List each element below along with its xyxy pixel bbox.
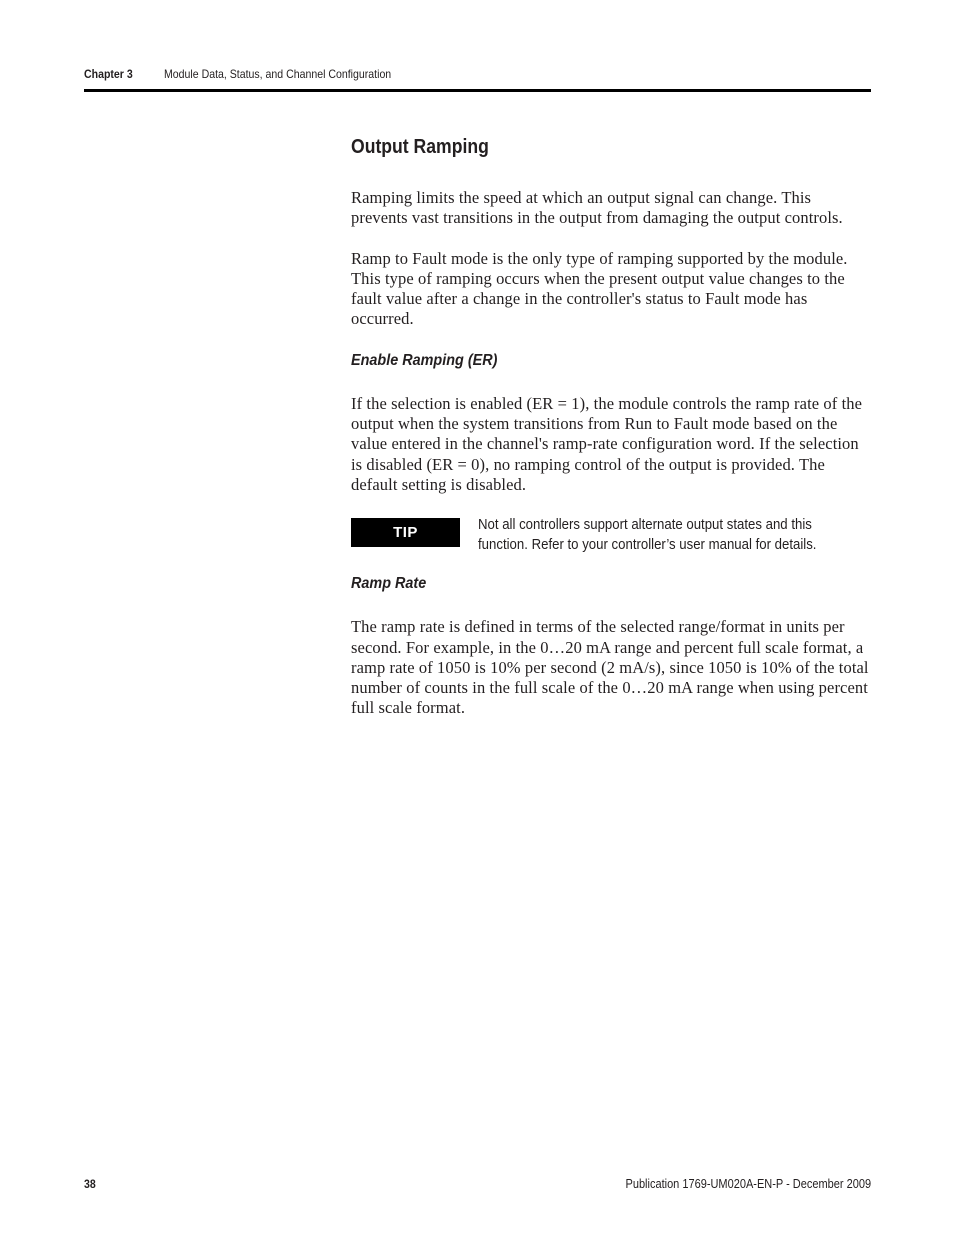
publication-info: Publication 1769-UM020A-EN-P - December 2009 [625,1177,871,1191]
tip-badge: TIP [351,518,460,547]
page-number: 38 [84,1177,96,1191]
intro-paragraph: Ramping limits the speed at which an output signal can change. This prevents vast transitions in the output from damaging the output controls. [351,188,843,228]
section-title: Output Ramping [351,136,489,158]
enable-ramping-paragraph: If the selection is enabled (ER = 1), the module controls the ramp rate of the output when the system transitions from Run to Fault mode based on the value entered in the channel's ramp-rate configuration word. If the selection is disabled (ER = 0), no ramping control of the output is provided. The default setting is disabled. [351,393,863,494]
enable-ramping-heading: Enable Ramping (ER) [351,351,498,369]
chapter-label: Chapter 3 [84,67,133,81]
ramp-to-fault-paragraph: Ramp to Fault mode is the only type of ramping supported by the module. This type of ramping occurs when the present output value changes to the fault value after a change in the controller's status to Fault mode has occurred. [351,248,848,329]
page-header [84,66,871,84]
tip-box [351,515,871,561]
tip-text: Not all controllers support alternate output states and this function. Refer to your controller’s user manual for details. [478,516,817,554]
header-rule [84,89,871,92]
main-content [351,134,871,719]
ramp-rate-paragraph: The ramp rate is defined in terms of the selected range/format in units per second. For example, in the 0…20 mA range and percent full scale format, a ramp rate of 1050 is 10% per second (2 mA/s), since 1050 is 10% of the total number of counts in the full scale of the 0…20 mA range when using percent full scale format. [351,617,869,718]
chapter-title: Module Data, Status, and Channel Configuration [164,67,392,81]
ramp-rate-heading: Ramp Rate [351,575,427,593]
